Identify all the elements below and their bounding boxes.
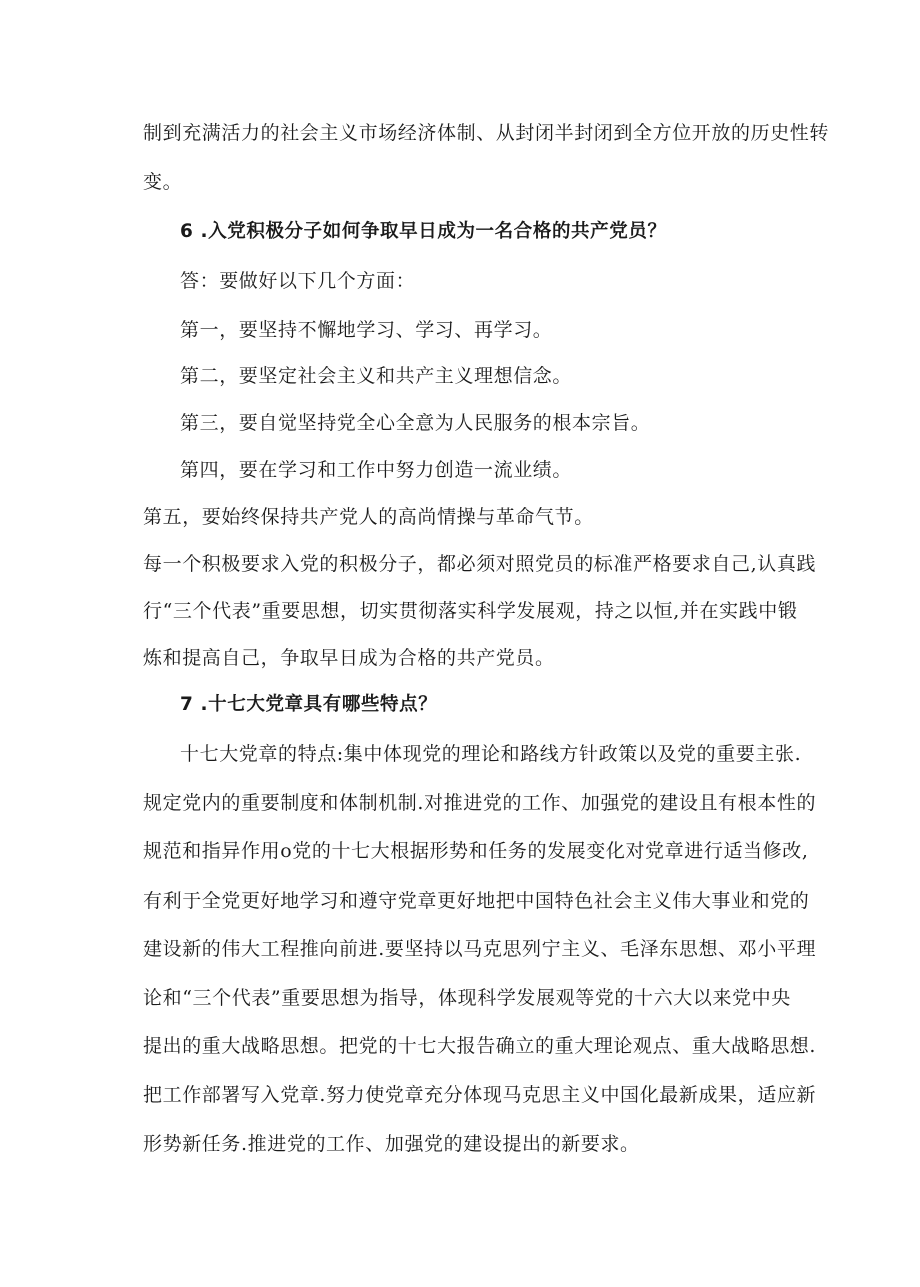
body-text-line: 建设新的伟大工程推向前进.要坚持以马克思列宁主义、毛泽东思想、邓小平理 [143,938,817,960]
list-item-first: 第一，要坚持不懈地学习、学习、再学习。 [180,319,553,341]
body-text-line: 形势新任务.推进党的工作、加强党的建设提出的新要求。 [143,1133,640,1155]
body-text-line: 规定党内的重要制度和体制机制.对推进党的工作、加强党的建设且有根本性的 [143,792,817,814]
list-item-fourth: 第四，要在学习和工作中努力创造一流业绩。 [180,459,573,481]
body-text-line: 把工作部署写入党章.努力使党章充分体现马克思主义中国化最新成果，适应新 [143,1084,817,1106]
body-text-line: 论和“三个代表”重要思想为指导，体现科学发展观等党的十六大以来党中央 [143,987,791,1009]
body-text-line: 提出的重大战略思想。把党的十七大报告确立的重大理论观点、重大战略思想. [143,1035,817,1057]
question-heading-7: 7 .十七大党章具有哪些特点？ [180,694,438,715]
list-item-second: 第二，要坚定社会主义和共产主义理想信念。 [180,365,573,387]
answer-intro: 答：要做好以下几个方面： [180,270,416,292]
body-text-line: 变。 [143,171,183,193]
body-text-line: 制到充满活力的社会主义市场经济体制、从封闭半封闭到全方位开放的历史性转 [143,122,830,144]
body-text-line: 十七大党章的特点:集中体现党的理论和路线方针政策以及党的重要主张. [180,743,802,765]
body-text-line: 每一个积极要求入党的积极分子，都必须对照党员的标准严格要求自己,认真践 [143,553,817,575]
body-text-line: 有利于全党更好地学习和遵守党章更好地把中国特色社会主义伟大事业和党的 [143,890,810,912]
body-text-line: 炼和提高自己，争取早日成为合格的共产党员。 [143,647,555,669]
list-item-fifth: 第五，要始终保持共产党人的高尚情操与革命气节。 [143,506,594,528]
body-text-line: 行“三个代表”重要思想，切实贯彻落实科学发展观，持之以恒,并在实践中锻 [143,600,798,622]
list-item-third: 第三，要自觉坚持党全心全意为人民服务的根本宗旨。 [180,412,651,434]
body-text-line: 规范和指异作用o党的十七大根据形势和任务的发展变化对党章进行适当修改, [143,840,809,862]
question-heading-6: 6 .入党积极分子如何争取早日成为一名合格的共产党员？ [180,221,667,242]
